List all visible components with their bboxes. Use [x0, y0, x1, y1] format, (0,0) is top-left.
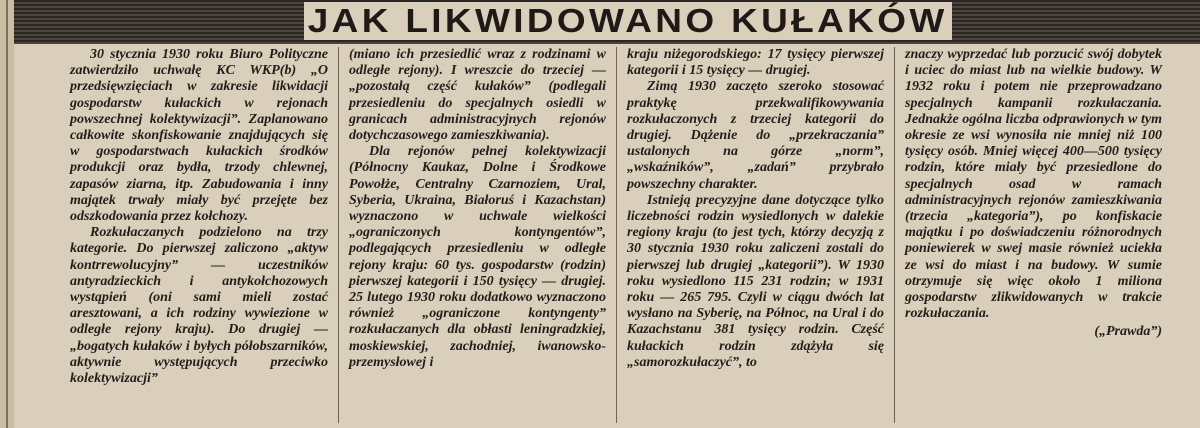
paragraph: Dla rejonów pełnej kolektywizacji (Północny Kaukaz, Dolne i Środkowe Powołże, Centralny Czarnoziem, Ural, Syberia, Ukraina, Białoruś i Kazachstan) wyznaczono w uchwale wielkości „ograniczonych kontyngentów”, podlegających przesiedleniu w odległe rejony kraju: 60 tys. gospodarstw (rodzin) pierwszej kategorii i 150 tysięcy — drugiej. 25 lutego 1930 roku dodatkowo wyznaczono również „ograniczone kontyngenty” rozkułaczanych dla obłasti leningradzkiej, moskiewskiej, zachodniej, iwanowsko-przemysłowej i	[349, 144, 606, 370]
column-1	[60, 47, 338, 423]
paragraph: 30 stycznia 1930 roku Biuro Polityczne zatwierdziło uchwałę KC WKP(b) „O przedsięwzięciach w zakresie likwidacji gospodarstw kułackich w rejonach powszechnej kolektywizacji”. Zaplanowano całkowite skonfiskowanie znajdujących się w gospodarstwach kułackich środków produkcji oraz bydła, trzody chlewnej, zapasów ziarna, itp. Zabudowania i inny majątek trwały miały być przejęte bez odszkodowania przez kołchozy.	[70, 47, 328, 225]
article-columns	[60, 47, 1172, 423]
column-4	[894, 47, 1172, 423]
paragraph: Rozkułaczanych podzielono na trzy kategorie. Do pierwszej zaliczono „aktyw kontrrewolucyjny” — uczestników antyradzieckich i antykołchozowych wystąpień (oni sami mieli zostać aresztowani, a ich rodziny wywiezione w odległe rejony kraju). Do drugiej — „bogatych kułaków i byłych półobszarników, aktywnie występujących przeciwko kolektywizacji”	[70, 225, 328, 387]
column-2	[338, 47, 616, 423]
page-margin-strip	[0, 0, 14, 428]
paragraph: Istnieją precyzyjne dane dotyczące tylko liczebności rodzin wysiedlonych w dalekie regiony kraju (to jest tych, którzy decyzją z 30 stycznia 1930 roku zaliczeni zostali do pierwszej lub drugiej „kategorii”). W 1930 roku wysiedlono 115 231 rodzin; w 1931 roku — 265 795. Czyli w ciągu dwóch lat wysłano na Syberię, na Północ, na Ural i do Kazachstanu 381 tysięcy rodzin. Część kułackich rodzin zdążyła się „samorozkułaczyć”, to	[627, 192, 884, 370]
paragraph: (miano ich przesiedlić wraz z rodzinami w odległe rejony). I wreszcie do trzeciej — „pozostałą część kułaków” (podlegali przesiedleniu do specjalnych osiedli w granicach administracyjnych rejonów dotychczasowego zamieszkiwania).	[349, 47, 606, 144]
source-signature: („Prawda”)	[1094, 324, 1162, 340]
title-box	[304, 2, 952, 40]
paragraph: znaczy wyprzedać lub porzucić swój dobytek i uciec do miast lub na wielkie budowy. W 1932 roku i potem nie przeprowadzano specjalnych kampanii rozkułaczania. Jednakże ogólna liczba odprawionych w tym okresie ze wsi wynosiła nie mniej niż 100 tysięcy osób. Mniej więcej 400—500 tysięcy rodzin, które miały być przesiedlone do specjalnych osad w ramach administracyjnych rejonów zamieszkiwania (trzecia „kategoria”), po konfiskacie majątku i po doświadczeniu różnorodnych poniewierek w swej masie również uciekła ze wsi do miast i na budowy. W sumie otrzymuje się więc około 1 miliona gospodarstw zlikwidowanych w trakcie rozkułaczania.	[905, 47, 1162, 322]
article-title: JAK LIKWIDOWANO KUŁAKÓW	[308, 2, 948, 39]
paragraph: kraju niżegorodskiego: 17 tysięcy pierwszej kategorii i 15 tysięcy — drugiej.	[627, 47, 884, 79]
paragraph: Zimą 1930 zaczęto szeroko stosować praktykę przekwalifikowywania rozkułaczonych z trzeciej kategorii do drugiej. Dążenie do „przekraczania” ustalonych na górze „norm”, „wskaźników”, „zadań” przybrało powszechny charakter.	[627, 79, 884, 192]
title-bar	[14, 0, 1200, 44]
column-3	[616, 47, 894, 423]
